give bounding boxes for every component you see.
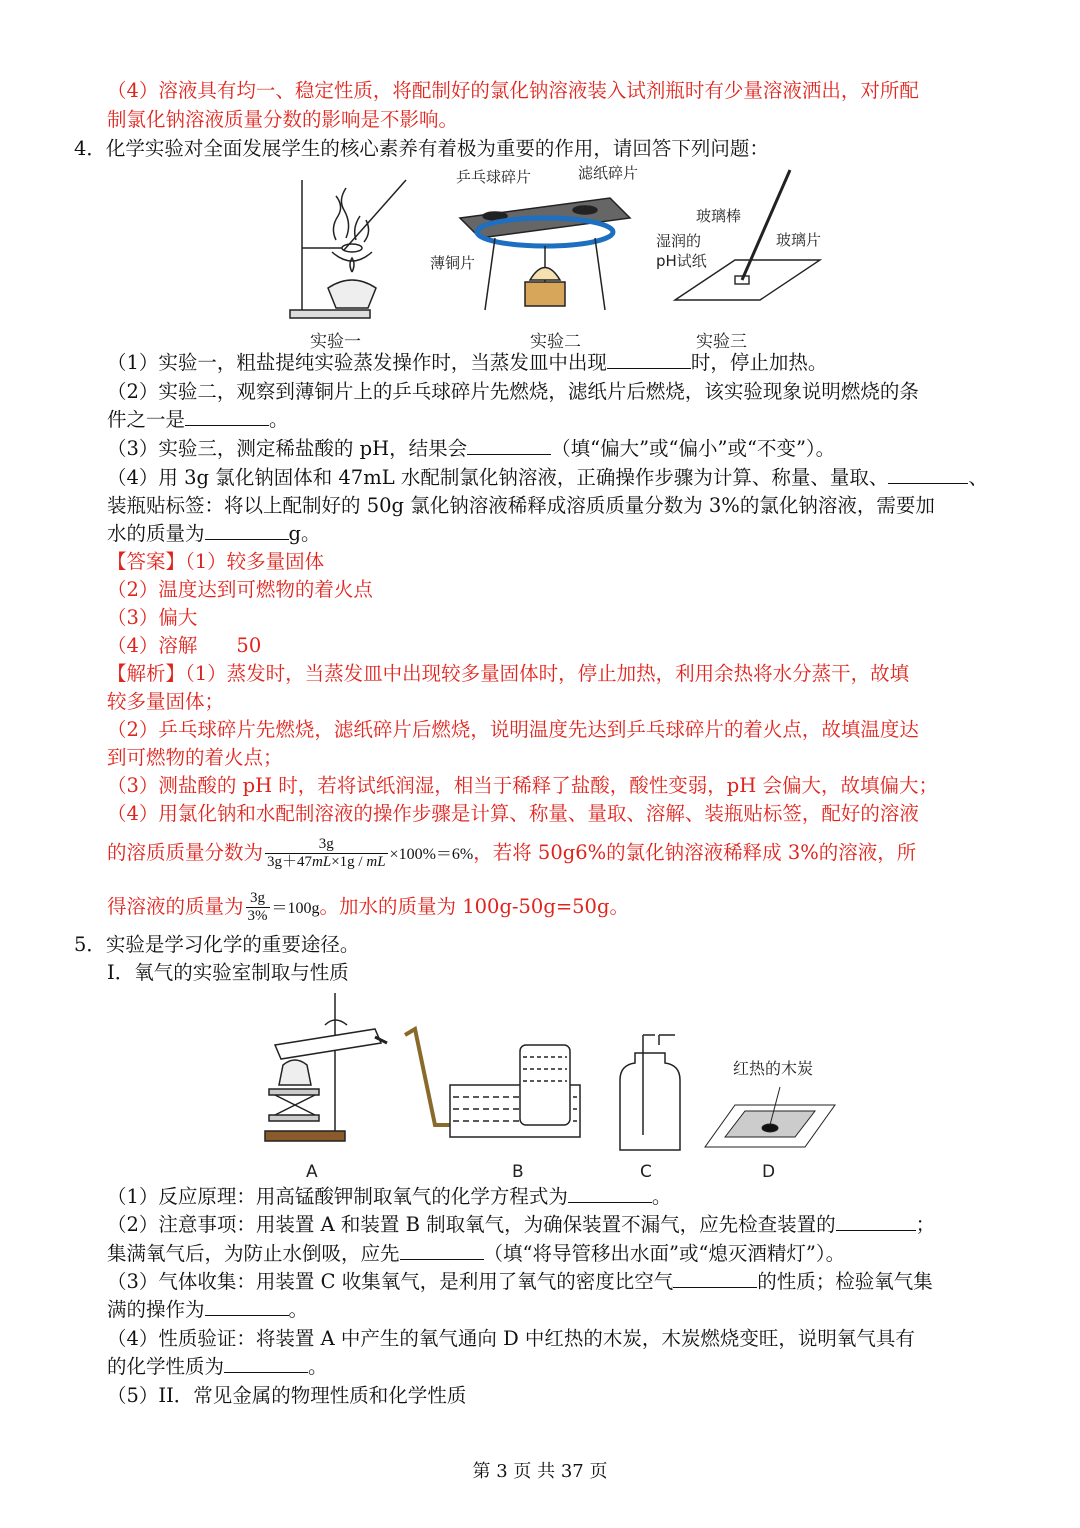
q5-s2-blank1[interactable] (836, 1212, 916, 1231)
label-glass-plate: 玻璃片 (776, 231, 822, 249)
q4-explain-1a: 【解析】（1）蒸发时，当蒸发皿中出现较多量固体时，停止加热，利用余热将水分蒸干，故填 (107, 662, 910, 685)
formula1-den-b: mL (312, 854, 332, 870)
caption-exp3: 实验三 (696, 332, 747, 352)
q4-explain-3: （3）测盐酸的 pH 时，若将试纸润湿，相当于稀释了盐酸，酸性变弱，pH 会偏大，故填偏大； (107, 774, 938, 797)
q5-s4-line1: （4）性质验证：将装置 A 中产生的氧气通向 D 中红热的木炭，木炭燃烧变旺，说明氧气具有 (107, 1327, 915, 1350)
q5-s1-post: 。 (651, 1185, 672, 1208)
formula-solution-mass (246, 890, 270, 925)
q4-explain-2a: （2）乒乓球碎片先燃烧，滤纸碎片后燃烧，说明温度先达到乒乓球碎片的着火点，故填温度达 (107, 718, 919, 741)
q4-s4-blank2[interactable] (205, 521, 289, 540)
formula1-denominator (265, 853, 388, 871)
q4-explain-4c-text: 得溶液的质量为 (107, 895, 244, 918)
q4-s2-line1: （2）实验二，观察到薄铜片上的乒乓球碎片先燃烧，滤纸片后燃烧，该实验现象说明燃烧的条 (107, 380, 919, 403)
exp2-combustion-apparatus (460, 198, 630, 310)
formula2-result: ＝100g (271, 900, 320, 917)
q4-s2-post: 。 (269, 408, 289, 431)
apparatus-b-water-collection (405, 1029, 580, 1137)
q4-s2-line2 (107, 407, 1080, 433)
q5-s4-post: 。 (308, 1355, 328, 1378)
q4-s3 (107, 436, 1080, 462)
q4-experiment-figure (280, 160, 840, 350)
page-footer: 第 3 页 共 37 页 (472, 1461, 608, 1482)
q5-s3-blank1[interactable] (673, 1269, 757, 1288)
q4-explain-1b: 较多量固体； (107, 690, 225, 713)
label-glass-rod: 玻璃棒 (696, 207, 742, 225)
q4-answer-4: （4）溶解 50 (107, 634, 262, 657)
apparatus-c-bottle (620, 1035, 680, 1150)
q5-s3b-post: 。 (288, 1298, 309, 1321)
caption-exp2: 实验二 (530, 332, 581, 352)
apparatus-d-gauze (705, 1087, 835, 1147)
q5-s2-blank2[interactable] (400, 1241, 484, 1260)
q5-s1-text: （1）反应原理：用高锰酸钾制取氧气的化学方程式为 (107, 1185, 568, 1208)
q4-s4-text: （4）用 3g 氯化钠固体和 47mL 水配制氯化钠溶液，正确操作步骤为计算、称量、量取、 (107, 466, 889, 489)
q4-explain-4b-post: ，若将 50g6%的氯化钠溶液稀释成 3%的溶液，所 (473, 841, 917, 864)
q5-subtitle-1: I．氧气的实验室制取与性质 (107, 961, 349, 984)
q4-s3-post: （填“偏大”或“偏小”或“不变”）。 (551, 437, 836, 460)
label-wet-ph-2: pH试纸 (656, 252, 707, 270)
q4-explain-4b (107, 830, 1080, 878)
q4-s4-line1 (107, 465, 1080, 491)
q5-s2 (107, 1212, 1080, 1238)
label-charcoal: 红热的木炭 (733, 1059, 814, 1078)
q4-s2-blank[interactable] (185, 407, 269, 426)
q5-s1 (107, 1184, 1080, 1210)
q4-explain-4c-post: 。加水的质量为 100g-50g=50g。 (319, 895, 629, 918)
q5-s2-post: ； (915, 1213, 936, 1236)
q5-s4-blank[interactable] (224, 1354, 308, 1373)
formula1-den-c: ×1g / (331, 854, 367, 870)
q5-s5: （5）II．常见金属的物理性质和化学性质 (107, 1384, 467, 1407)
q4-answer-2: （2）温度达到可燃物的着火点 (107, 578, 373, 601)
q5-s2b (107, 1241, 1080, 1267)
q4-s3-text: （3）实验三，测定稀盐酸的 pH，结果会 (107, 437, 468, 460)
label-wet-ph-1: 湿润的 (656, 232, 702, 250)
formula-mass-fraction (265, 836, 388, 871)
formula2-numerator: 3g (250, 890, 266, 906)
q4-s4-line2: 装瓶贴标签：将以上配制好的 50g 氯化钠溶液稀释成溶质质量分数为 3%的氯化钠溶液，需要加 (107, 494, 935, 517)
formula2-denominator: 3% (247, 908, 268, 924)
q4-explain-4b-text: 的溶质质量分数为 (107, 841, 264, 864)
caption-d: D (762, 1162, 776, 1182)
q4-s1-blank[interactable] (607, 350, 691, 369)
q5-s4-text: 的化学性质为 (107, 1355, 225, 1378)
label-copper: 薄铜片 (430, 254, 476, 272)
q5-s3b-text: 满的操作为 (107, 1298, 205, 1321)
formula1-den-a: 3g＋47 (267, 854, 313, 870)
q5-s4-line2 (107, 1354, 1080, 1380)
q4-explain-4c (107, 884, 1080, 932)
q5-s3-post: 的性质；检验氧气集 (757, 1270, 933, 1293)
q4-s4-line3-post: g。 (288, 522, 321, 545)
q4-s3-blank[interactable] (467, 436, 551, 455)
exp1-evaporation-apparatus (290, 180, 406, 318)
q5-s3b (107, 1297, 1080, 1323)
formula1-numerator: 3g (318, 836, 334, 852)
q4-s4-post: 、 (968, 466, 988, 489)
q4-answer-3: （3）偏大 (107, 606, 198, 629)
q4-s1-post: 时，停止加热。 (690, 351, 828, 374)
q5-s1-blank[interactable] (568, 1184, 652, 1203)
q4-s4-blank1[interactable] (888, 465, 968, 484)
prev-q4-line1: （4）溶液具有均一、稳定性质，将配制好的氯化钠溶液装入试剂瓶时有少量溶液洒出，对所配 (107, 79, 919, 102)
prev-q4-line2: 制氯化钠溶液质量分数的影响是不影响。 (107, 108, 459, 131)
q5-s2b-text: 集满氧气后，为防止水倒吸，应先 (107, 1242, 400, 1265)
label-filter: 滤纸碎片 (578, 164, 639, 182)
q5-s2-text: （2）注意事项：用装置 A 和装置 B 制取氧气，为确保装置不漏气，应先检查装置的 (107, 1213, 836, 1236)
formula1-result: ×100%＝6% (389, 846, 474, 863)
formula1-den-d: mL (366, 854, 386, 870)
caption-a: A (306, 1162, 318, 1182)
q4-explain-2b: 到可燃物的着火点； (107, 746, 283, 769)
q5-s3-text: （3）气体收集：用装置 C 收集氧气，是利用了氧气的密度比空气 (107, 1270, 674, 1293)
caption-exp1: 实验一 (310, 332, 361, 352)
apparatus-a-heating (265, 993, 387, 1141)
q4-s4-line3-text: 水的质量为 (107, 522, 205, 545)
q4-explain-4a: （4）用氯化钠和水配制溶液的操作步骤是计算、称量、量取、溶解、装瓶贴标签，配好的溶液 (107, 802, 919, 825)
q5-s3 (107, 1269, 1080, 1295)
q4-s2-text: 件之一是 (107, 408, 186, 431)
q4-s1 (107, 350, 1080, 376)
q5-s3-blank2[interactable] (205, 1297, 289, 1316)
q5-s2b-post: （填“将导管移出水面”或“熄灭酒精灯”）。 (483, 1242, 846, 1265)
q4-s4-line3 (107, 521, 1080, 547)
q5-title: 5．实验是学习化学的重要途径。 (74, 933, 360, 956)
q4-s1-text: （1）实验一，粗盐提纯实验蒸发操作时，当蒸发皿中出现 (107, 351, 607, 374)
caption-c: C (640, 1162, 652, 1182)
caption-b: B (512, 1162, 524, 1182)
q4-answer-1: 【答案】（1）较多量固体 (107, 550, 325, 573)
label-pingpong: 乒乓球碎片 (456, 168, 532, 186)
q4-title: 4．化学实验对全面发展学生的核心素养有着极为重要的作用，请回答下列问题： (74, 137, 769, 160)
